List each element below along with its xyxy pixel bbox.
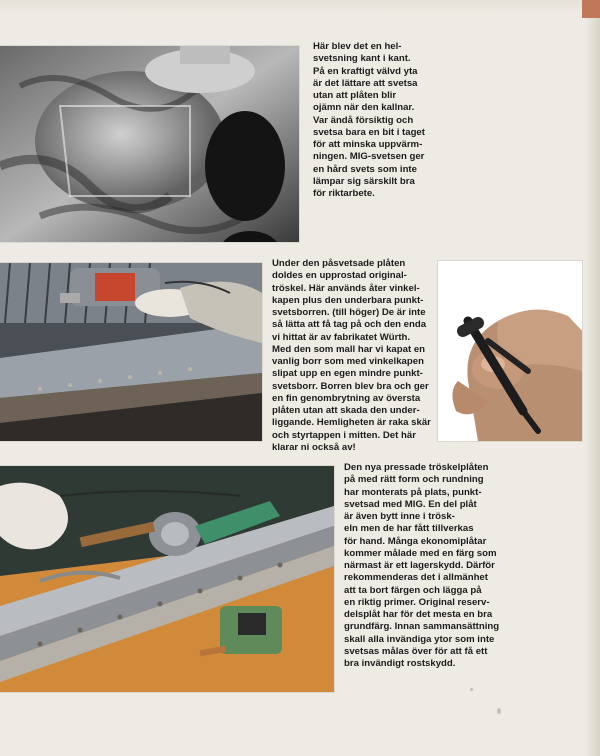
caption-line: för riktarbete. bbox=[313, 188, 375, 199]
caption-line: grundfärg. Innan sammansättning bbox=[344, 621, 500, 633]
caption-line: Här blev det en hel- bbox=[313, 41, 402, 52]
corner-tab bbox=[582, 0, 600, 18]
caption-line: delsplåt har för det mesta en bra bbox=[344, 609, 493, 620]
caption-line: slipat upp en egen mindre punkt- bbox=[272, 368, 423, 380]
caption-line: svetsa bara en bit i taget bbox=[313, 126, 425, 138]
caption-line: närmast är ett lagerskydd. Därför bbox=[344, 560, 495, 571]
caption-line: svetsas målas över för att få ett bbox=[344, 645, 488, 657]
caption-line: svetsning kant i kant. bbox=[313, 53, 411, 65]
caption-line: har monterats på plats, punkt- bbox=[344, 486, 482, 498]
caption-line: att ta bort färgen och lägga på bbox=[344, 584, 482, 596]
caption-line: plåten utan att skada den under- bbox=[272, 405, 420, 416]
caption-line: liggande. Hemligheten är raka skär bbox=[272, 417, 431, 429]
spot-weld-drill-bits-photo bbox=[438, 261, 582, 441]
welded-panel-photo bbox=[0, 46, 299, 242]
caption-line: Under den påsvetsade plåten bbox=[272, 258, 406, 269]
caption-line: kommer målade med en färg som bbox=[344, 547, 497, 559]
caption-line: doldes en upprostad original- bbox=[272, 270, 407, 282]
caption-line: rekommenderas det i allmänhet bbox=[344, 572, 488, 584]
caption-line: tröskel. Här används åter vinkel- bbox=[272, 282, 420, 294]
new-sill-caption bbox=[344, 462, 502, 670]
caption-line: är även bytt inne i trösk- bbox=[344, 511, 455, 522]
caption-line: ojämn när den kallnar. bbox=[313, 102, 415, 114]
caption-line: så lätta att få tag på och den enda bbox=[272, 319, 427, 331]
caption-line: Med den som mall har vi kapat en bbox=[272, 343, 426, 355]
caption-line: ningen. MIG-svetsen ger bbox=[313, 151, 425, 163]
caption-line: eln men de har fått tillverkas bbox=[344, 523, 474, 535]
caption-line: skall alla invändiga ytor som inte bbox=[344, 633, 495, 645]
caption-line: svetsad med MIG. En del plåt bbox=[344, 498, 477, 510]
caption-line: och styrtappen i mitten. Det här bbox=[272, 429, 416, 441]
drill-on-sill-photo bbox=[0, 263, 262, 441]
welding-caption bbox=[313, 41, 441, 200]
caption-line: svetsborren. (till höger) De är inte bbox=[272, 307, 426, 318]
caption-line: På en kraftigt välvd yta bbox=[313, 65, 418, 77]
caption-line: klarar ni också av! bbox=[272, 441, 356, 453]
page-top-edge bbox=[0, 0, 600, 14]
caption-line: en fin genombrytning av översta bbox=[272, 392, 421, 404]
caption-line: för att minska uppvärm- bbox=[313, 139, 423, 150]
caption-line: är det lättare att svetsa bbox=[313, 77, 418, 89]
caption-line: Den nya pressade tröskelplåten bbox=[344, 462, 489, 473]
caption-line: svetsborr. Borren blev bra och ger bbox=[272, 380, 429, 392]
caption-line: lämpar sig särskilt bra bbox=[313, 175, 415, 187]
caption-line: bra invändigt rostskydd. bbox=[344, 658, 456, 669]
caption-line: en hård svets som inte bbox=[313, 163, 417, 175]
caption-line: utan att plåten blir bbox=[313, 90, 397, 101]
caption-line: Var ändå försiktig och bbox=[313, 114, 414, 126]
paper-speck bbox=[497, 708, 501, 714]
paper-speck bbox=[470, 688, 473, 691]
caption-line: en riktig primer. Original reserv- bbox=[344, 596, 490, 608]
caption-line: för hand. Många ekonomiplåtar bbox=[344, 535, 487, 547]
sill-removal-caption bbox=[272, 258, 431, 454]
caption-line: kapen plus den underbara punkt- bbox=[272, 294, 424, 306]
page-right-edge bbox=[586, 0, 600, 756]
caption-line: vi hittat är av fabrikatet Würth. bbox=[272, 331, 411, 343]
caption-line: på med rätt form och rundning bbox=[344, 474, 484, 486]
caption-line: vanlig borr som med vinkelkapen bbox=[272, 356, 424, 367]
new-sill-with-grinder-photo bbox=[0, 466, 334, 692]
